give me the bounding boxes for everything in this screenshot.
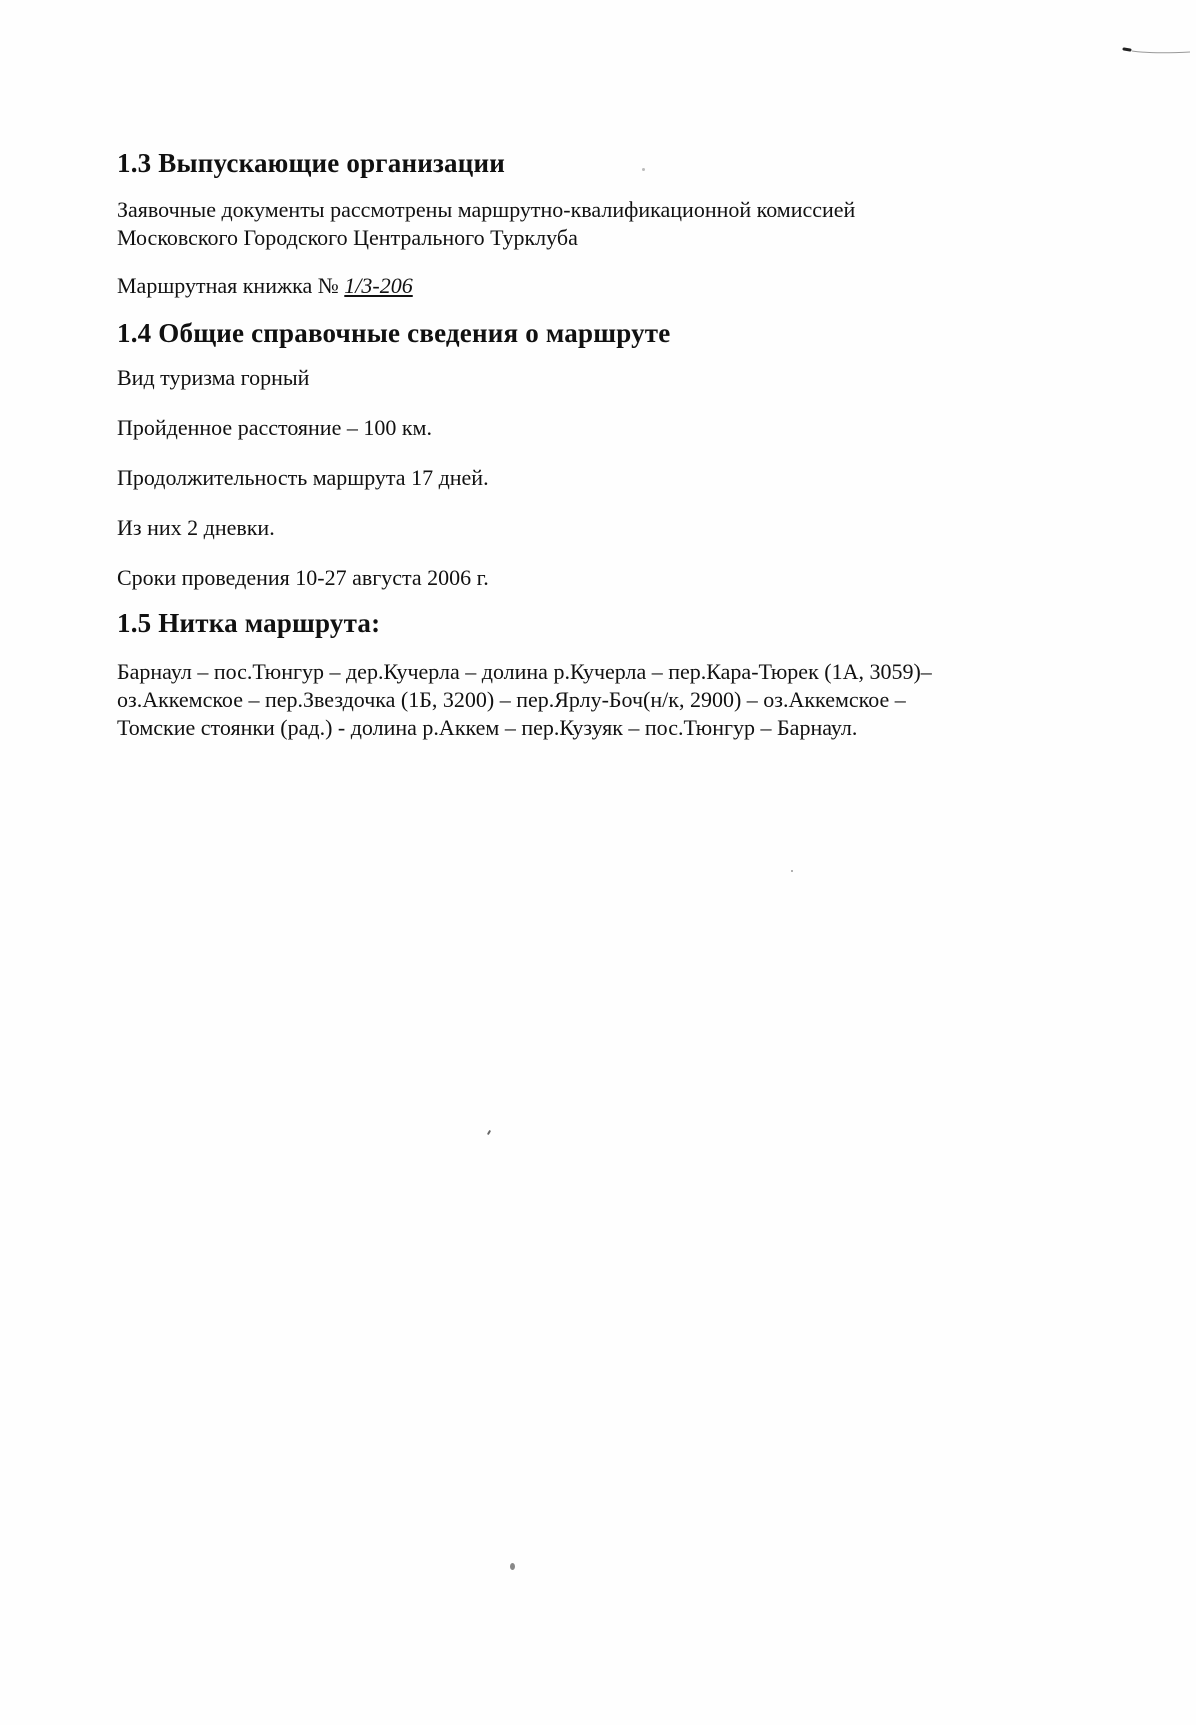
section-heading-1-5: 1.5 Нитка маршрута: (117, 608, 381, 638)
section-heading-1-4: 1.4 Общие справочные сведения о маршруте (117, 318, 671, 348)
rest-days: Из них 2 дневки. (117, 515, 275, 540)
route-line-3: Томские стоянки (рад.) - долина р.Аккем – пер.Кузуяк – пос.Тюнгур – Барнаул. (117, 715, 858, 740)
route-line-1: Барнаул – пос.Тюнгур – дер.Кучерла – долина р.Кучерла – пер.Кара-Тюрек (1А, 3059)– (117, 659, 932, 684)
route-book-label: Маршрутная книжка № (117, 273, 345, 298)
scan-speck (791, 870, 793, 872)
dates: Сроки проведения 10-27 августа 2006 г. (117, 565, 489, 590)
scan-speck (487, 1130, 491, 1135)
tourism-type: Вид туризма горный (117, 365, 310, 390)
duration: Продолжительность маршрута 17 дней. (117, 465, 489, 490)
org-text-line-2: Московского Городского Центрального Турклуба (117, 225, 578, 250)
scan-speck (510, 1563, 515, 1570)
document-content (117, 144, 1097, 742)
org-text-line-1: Заявочные документы рассмотрены маршрутно-квалификационной комиссией (117, 197, 856, 222)
scan-mark (1122, 44, 1192, 58)
distance: Пройденное расстояние – 100 км. (117, 415, 432, 440)
section-heading-1-3: 1.3 Выпускающие организации (117, 148, 505, 178)
route-line-2: оз.Аккемское – пер.Звездочка (1Б, 3200) – пер.Ярлу-Боч(н/к, 2900) – оз.Аккемское – (117, 687, 906, 712)
route-book-number: 1/3-206 (344, 273, 413, 298)
route-book-line (117, 272, 1097, 300)
